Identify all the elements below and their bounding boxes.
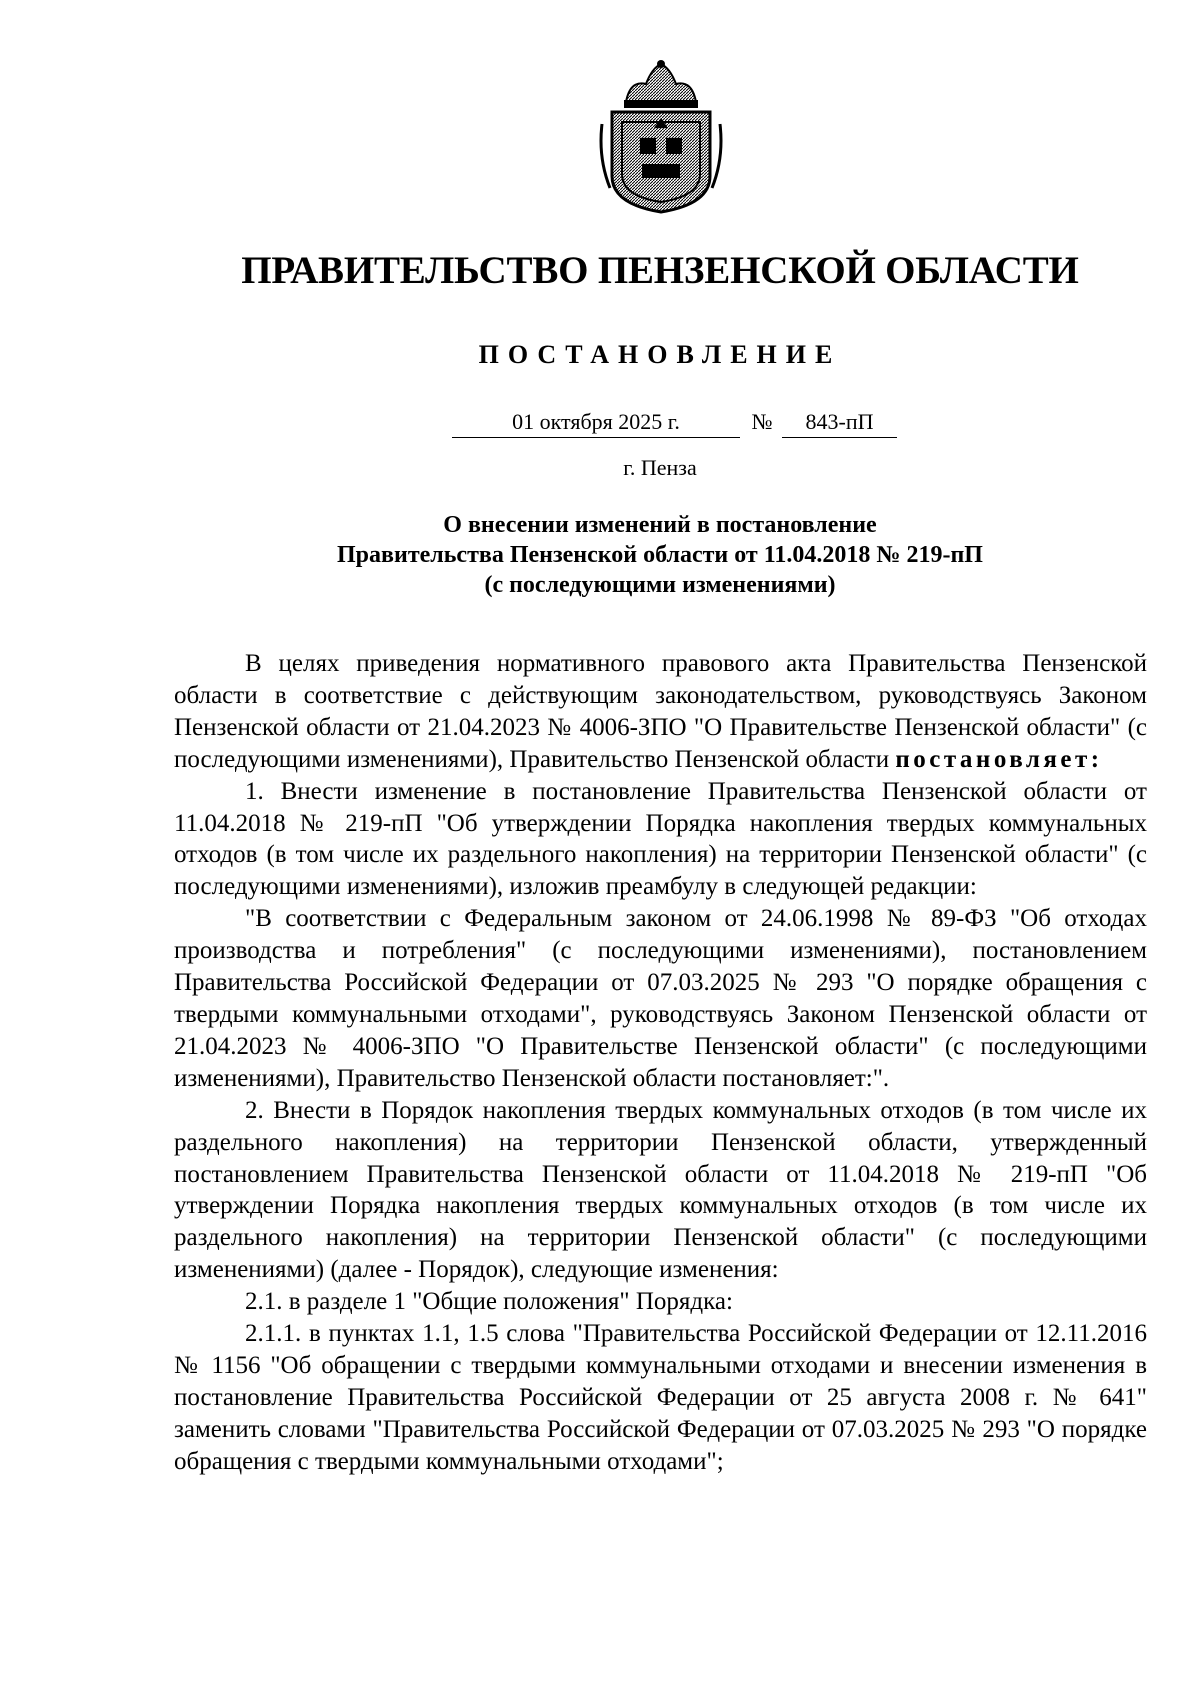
- number-sign: №: [751, 409, 773, 434]
- document-type-heading: ПОСТАНОВЛЕНИЕ: [478, 340, 842, 369]
- paragraph-2-1-1: 2.1.1. в пунктах 1.1, 1.5 слова "Правительства Российской Федерации от 12.11.2016 № 1156 "Об обращении с твердыми коммунальными отходами и внесении изменения в постановление Правительства Российской Федерации от 25 августа 2008 г. № 641" заменить словами "Правительства Российской Федерации от 07.03.2025 № 293 "О порядке обращения с твердыми коммунальными отходами";: [174, 1320, 1147, 1475]
- preamble-paragraph: [174, 648, 1147, 776]
- paragraph-2-1: 2.1. в разделе 1 "Общие положения" Порядка:: [245, 1288, 733, 1316]
- document-subject: [0, 510, 1200, 600]
- document-date: 01 октября 2025 г.: [452, 407, 740, 438]
- document-number: 843-пП: [782, 407, 897, 438]
- document-body: [174, 648, 1147, 1478]
- resolves-word: постановляет:: [895, 745, 1103, 773]
- paragraph-2: 2. Внести в Порядок накопления твердых коммунальных отходов (в том числе их раздельного накопления) на территории Пензенской области, утвержденный постановлением Правительства Пензенской области от 11.04.2018 № 219-пП "Об утверждении Порядка накопления твердых коммунальных отходов (в том числе их раздельного накопления) на территории Пензенской области" (с последующими изменениями) (далее - Порядок), следующие изменения:: [174, 1096, 1147, 1284]
- city-label: г. Пенза: [623, 455, 697, 480]
- coat-of-arms-emblem: [596, 58, 726, 216]
- subject-line-3: (с последующими изменениями): [484, 572, 836, 598]
- subject-line-2: Правительства Пензенской области от 11.04.2018 № 219-пП: [337, 542, 983, 568]
- subject-line-1: О внесении изменений в постановление: [443, 512, 877, 538]
- paragraph-1: 1. Внести изменение в постановление Правительства Пензенской области от 11.04.2018 № 219-пП "Об утверждении Порядка накопления твердых коммунальных отходов (в том числе их раздельного накопления) на территории Пензенской области" (с последующими изменениями), изложив преамбулу в следующей редакции:: [174, 777, 1147, 901]
- preamble-text: В целях приведения нормативного правового акта Правительства Пензенской области в соответствие с действующим законодательством, руководствуясь Законом Пензенской области от 21.04.2023 № 4006-ЗПО "О Правительстве Пензенской области" (с последующими изменениями), Правительство Пензенской области: [174, 650, 1147, 773]
- government-title: ПРАВИТЕЛЬСТВО ПЕНЗЕНСКОЙ ОБЛАСТИ: [241, 249, 1079, 292]
- paragraph-1-quote: "В соответствии с Федеральным законом от 24.06.1998 № 89-ФЗ "Об отходах производства и потребления" (с последующими изменениями), постановлением Правительства Российской Федерации от 07.03.2025 № 293 "О порядке обращения с твердыми коммунальными отходами", руководствуясь Законом Пензенской области от 21.04.2023 № 4006-ЗПО "О Правительстве Пензенской области" (с последующими изменениями), Правительство Пензенской области постановляет:".: [174, 905, 1147, 1092]
